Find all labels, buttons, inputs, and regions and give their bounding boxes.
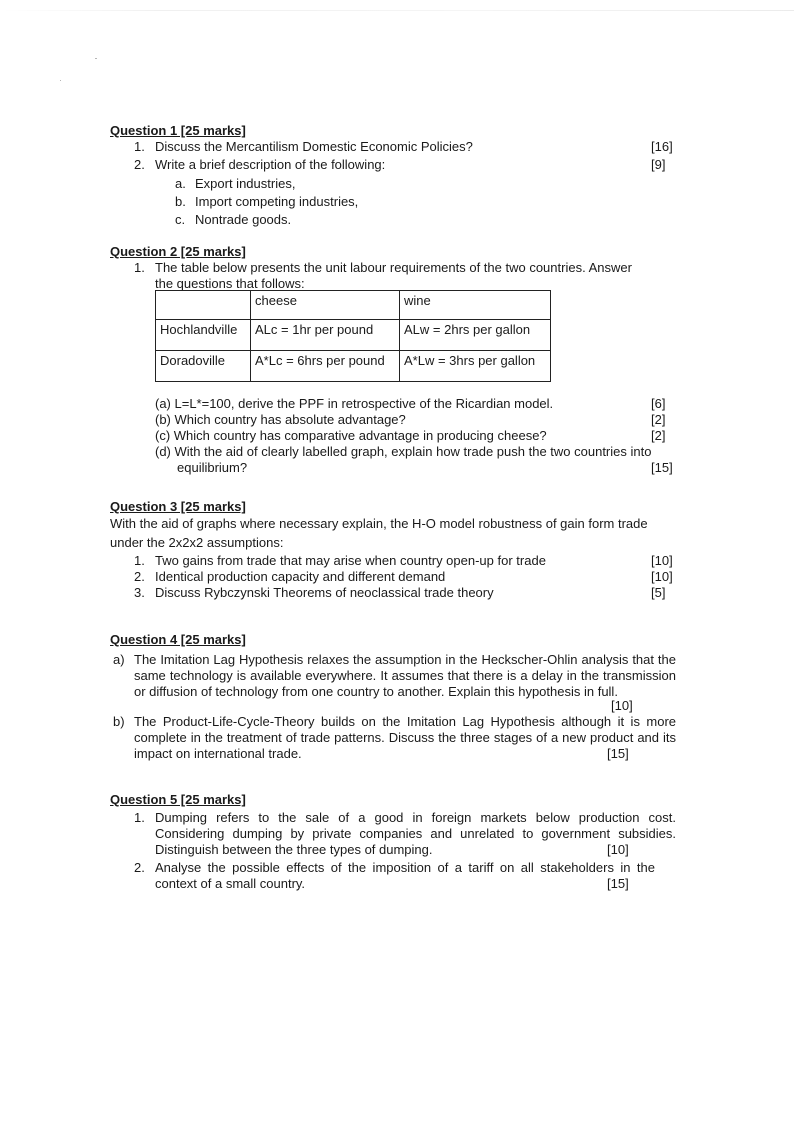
q1-subitem-b-letter: b. <box>175 194 186 209</box>
q2-part-d-text: (d) With the aid of clearly labelled graph, explain how trade push the two countries into <box>155 444 652 459</box>
q3-item-1-mark: [10] <box>651 553 673 568</box>
q1-item-1-number: 1. <box>134 139 145 154</box>
q2-part-d-mark: [15] <box>651 460 673 475</box>
q3-item-1-text: Two gains from trade that may arise when country open-up for trade <box>155 553 546 568</box>
scan-speck <box>60 80 61 81</box>
table-row <box>156 320 551 351</box>
q2-intro-number: 1. <box>134 260 145 275</box>
q3-item-3-text: Discuss Rybczynski Theorems of neoclassical trade theory <box>155 585 494 600</box>
q3-item-3-mark: [5] <box>651 585 666 600</box>
table-cell: A*Lw = 3hrs per gallon <box>400 351 551 382</box>
q3-intro-line-1: With the aid of graphs where necessary explain, the H-O model robustness of gain form trade <box>110 516 648 531</box>
q1-item-1-mark: [16] <box>651 139 673 154</box>
table-cell: A*Lc = 6hrs per pound <box>251 351 400 382</box>
q2-part-a-text: (a) L=L*=100, derive the PPF in retrospective of the Ricardian model. <box>155 396 554 411</box>
q3-item-3-number: 3. <box>134 585 145 600</box>
q5-item-1-mark: [10] <box>607 842 629 857</box>
q1-item-1-text: Discuss the Mercantilism Domestic Economic Policies? <box>155 139 473 154</box>
q1-item-2-mark: [9] <box>651 157 666 172</box>
q3-intro-line-2: under the 2x2x2 assumptions: <box>110 535 284 550</box>
table-header-cell <box>156 291 251 320</box>
q2-part-c-mark: [2] <box>651 428 666 443</box>
table-header-row <box>156 291 551 320</box>
table-row <box>156 351 551 382</box>
q1-subitem-a-letter: a. <box>175 176 186 191</box>
q4-part-b-label: b) <box>113 714 125 729</box>
scan-edge-line <box>0 10 794 11</box>
q2-intro-line-2: the questions that follows: <box>155 276 305 291</box>
question-3-heading: Question 3 [25 marks] <box>110 499 246 514</box>
q2-part-d-continuation: equilibrium? <box>177 460 248 475</box>
q5-item-1-number: 1. <box>134 810 145 825</box>
scan-speck <box>95 58 97 59</box>
table-cell: ALc = 1hr per pound <box>251 320 400 351</box>
q5-item-1-text: Dumping refers to the sale of a good in foreign markets below production cost. Considering dumping by private companies and unrelated to government subsidies. Distinguish between the three types of dumping. <box>155 810 676 857</box>
q3-item-2-mark: [10] <box>651 569 673 584</box>
q1-subitem-c-text: Nontrade goods. <box>195 212 292 227</box>
q1-item-2-number: 2. <box>134 157 145 172</box>
q5-item-2-number: 2. <box>134 860 145 875</box>
q5-item-2-text: Analyse the possible effects of the imposition of a tariff on all stakeholders in the context of a small country. <box>155 860 655 891</box>
q2-part-c-text: (c) Which country has comparative advantage in producing cheese? <box>155 428 547 443</box>
q4-part-a-label: a) <box>113 652 125 667</box>
q2-part-b-text: (b) Which country has absolute advantage? <box>155 412 406 427</box>
table-cell: ALw = 2hrs per gallon <box>400 320 551 351</box>
question-4-heading: Question 4 [25 marks] <box>110 632 246 647</box>
table-header-cell: cheese <box>251 291 400 320</box>
unit-labour-table <box>155 290 551 382</box>
question-5-heading: Question 5 [25 marks] <box>110 792 246 807</box>
q2-part-b-mark: [2] <box>651 412 666 427</box>
q4-part-b-mark: [15] <box>607 746 629 761</box>
q1-subitem-c-letter: c. <box>175 212 186 227</box>
q3-item-2-text: Identical production capacity and different demand <box>155 569 446 584</box>
question-2-heading: Question 2 [25 marks] <box>110 244 246 259</box>
table-header-cell: wine <box>400 291 551 320</box>
table-cell: Hochlandville <box>156 320 251 351</box>
q2-part-a-mark: [6] <box>651 396 666 411</box>
q4-part-a-mark: [10] <box>611 698 633 713</box>
q3-item-1-number: 1. <box>134 553 145 568</box>
q1-subitem-a-text: Export industries, <box>195 176 296 191</box>
q4-part-a-text: The Imitation Lag Hypothesis relaxes the assumption in the Heckscher-Ohlin analysis that the same technology is available everywhere. It assumes that there is a delay in the transmission or diffusion of technology from one country to another. Explain this hypothesis in full. <box>134 652 676 699</box>
q5-item-2-mark: [15] <box>607 876 629 891</box>
q1-item-2-text: Write a brief description of the following: <box>155 157 386 172</box>
question-1-heading: Question 1 [25 marks] <box>110 123 246 138</box>
q4-part-b-text: The Product-Life-Cycle-Theory builds on the Imitation Lag Hypothesis although it is more complete in the treatment of trade patterns. Discuss the three stages of a new product and its impact on international trade. <box>134 714 676 761</box>
table-cell: Doradoville <box>156 351 251 382</box>
q1-subitem-b-text: Import competing industries, <box>195 194 359 209</box>
q2-intro-line-1: The table below presents the unit labour requirements of the two countries. Answer <box>155 260 632 275</box>
q3-item-2-number: 2. <box>134 569 145 584</box>
